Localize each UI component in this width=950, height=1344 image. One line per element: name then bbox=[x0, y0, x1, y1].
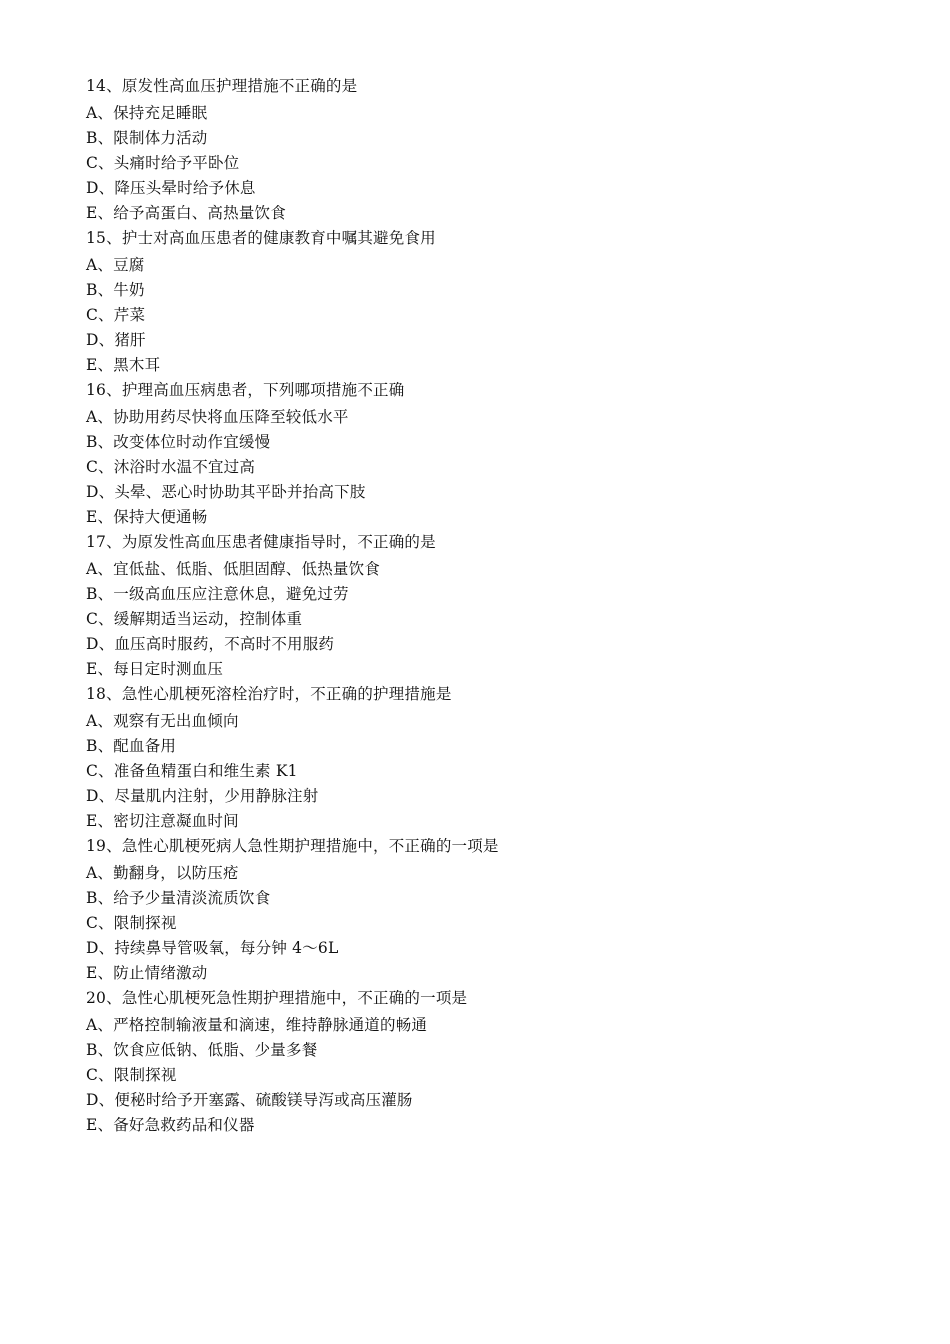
question-15 bbox=[86, 224, 886, 376]
question-list bbox=[86, 72, 886, 1136]
question-16 bbox=[86, 376, 886, 528]
option-c: C、限制探视 bbox=[86, 914, 177, 932]
option-e: E、保持大便通畅 bbox=[86, 508, 208, 526]
option-c: C、准备鱼精蛋白和维生素 K1 bbox=[86, 762, 298, 780]
option-e: E、给予高蛋白、高热量饮食 bbox=[86, 204, 286, 222]
option-e: E、黑木耳 bbox=[86, 356, 161, 374]
question-title: 18、急性心肌梗死溶栓治疗时，不正确的护理措施是 bbox=[86, 685, 452, 703]
question-title: 20、急性心肌梗死急性期护理措施中，不正确的一项是 bbox=[86, 989, 468, 1007]
option-b: B、牛奶 bbox=[86, 281, 145, 299]
option-c: C、限制探视 bbox=[86, 1066, 177, 1084]
question-title: 15、护士对高血压患者的健康教育中嘱其避免食用 bbox=[86, 229, 436, 247]
option-d: D、便秘时给予开塞露、硫酸镁导泻或高压灌肠 bbox=[86, 1091, 413, 1109]
question-19 bbox=[86, 832, 886, 984]
option-a: A、协助用药尽快将血压降至较低水平 bbox=[86, 408, 349, 426]
question-title: 19、急性心肌梗死病人急性期护理措施中，不正确的一项是 bbox=[86, 837, 499, 855]
option-b: B、改变体位时动作宜缓慢 bbox=[86, 433, 271, 451]
question-14 bbox=[86, 72, 886, 224]
option-d: D、持续鼻导管吸氧，每分钟 4～6L bbox=[86, 939, 339, 957]
option-d: D、头晕、恶心时协助其平卧并抬高下肢 bbox=[86, 483, 366, 501]
option-c: C、芹菜 bbox=[86, 306, 146, 324]
option-a: A、勤翻身，以防压疮 bbox=[86, 864, 239, 882]
option-b: B、一级高血压应注意休息，避免过劳 bbox=[86, 585, 349, 603]
option-e: E、密切注意凝血时间 bbox=[86, 812, 239, 830]
option-a: A、保持充足睡眠 bbox=[86, 104, 208, 122]
option-b: B、给予少量清淡流质饮食 bbox=[86, 889, 271, 907]
option-a: A、严格控制输液量和滴速，维持静脉通道的畅通 bbox=[86, 1016, 428, 1034]
question-title: 17、为原发性高血压患者健康指导时，不正确的是 bbox=[86, 533, 436, 551]
question-17 bbox=[86, 528, 886, 680]
option-d: D、血压高时服药，不高时不用服药 bbox=[86, 635, 335, 653]
option-c: C、头痛时给予平卧位 bbox=[86, 154, 240, 172]
option-b: B、配血备用 bbox=[86, 737, 177, 755]
option-b: B、限制体力活动 bbox=[86, 129, 208, 147]
option-e: E、每日定时测血压 bbox=[86, 660, 224, 678]
option-e: E、防止情绪激动 bbox=[86, 964, 208, 982]
option-d: D、猪肝 bbox=[86, 331, 146, 349]
question-20 bbox=[86, 984, 886, 1136]
option-e: E、备好急救药品和仪器 bbox=[86, 1116, 255, 1134]
option-a: A、宜低盐、低脂、低胆固醇、低热量饮食 bbox=[86, 560, 380, 578]
question-title: 16、护理高血压病患者，下列哪项措施不正确 bbox=[86, 381, 405, 399]
question-title: 14、原发性高血压护理措施不正确的是 bbox=[86, 77, 358, 95]
question-18 bbox=[86, 680, 886, 832]
option-c: C、缓解期适当运动，控制体重 bbox=[86, 610, 303, 628]
option-b: B、饮食应低钠、低脂、少量多餐 bbox=[86, 1041, 318, 1059]
option-a: A、豆腐 bbox=[86, 256, 145, 274]
option-c: C、沐浴时水温不宜过高 bbox=[86, 458, 256, 476]
option-d: D、尽量肌内注射，少用静脉注射 bbox=[86, 787, 319, 805]
option-d: D、降压头晕时给予休息 bbox=[86, 179, 256, 197]
option-a: A、观察有无出血倾向 bbox=[86, 712, 239, 730]
